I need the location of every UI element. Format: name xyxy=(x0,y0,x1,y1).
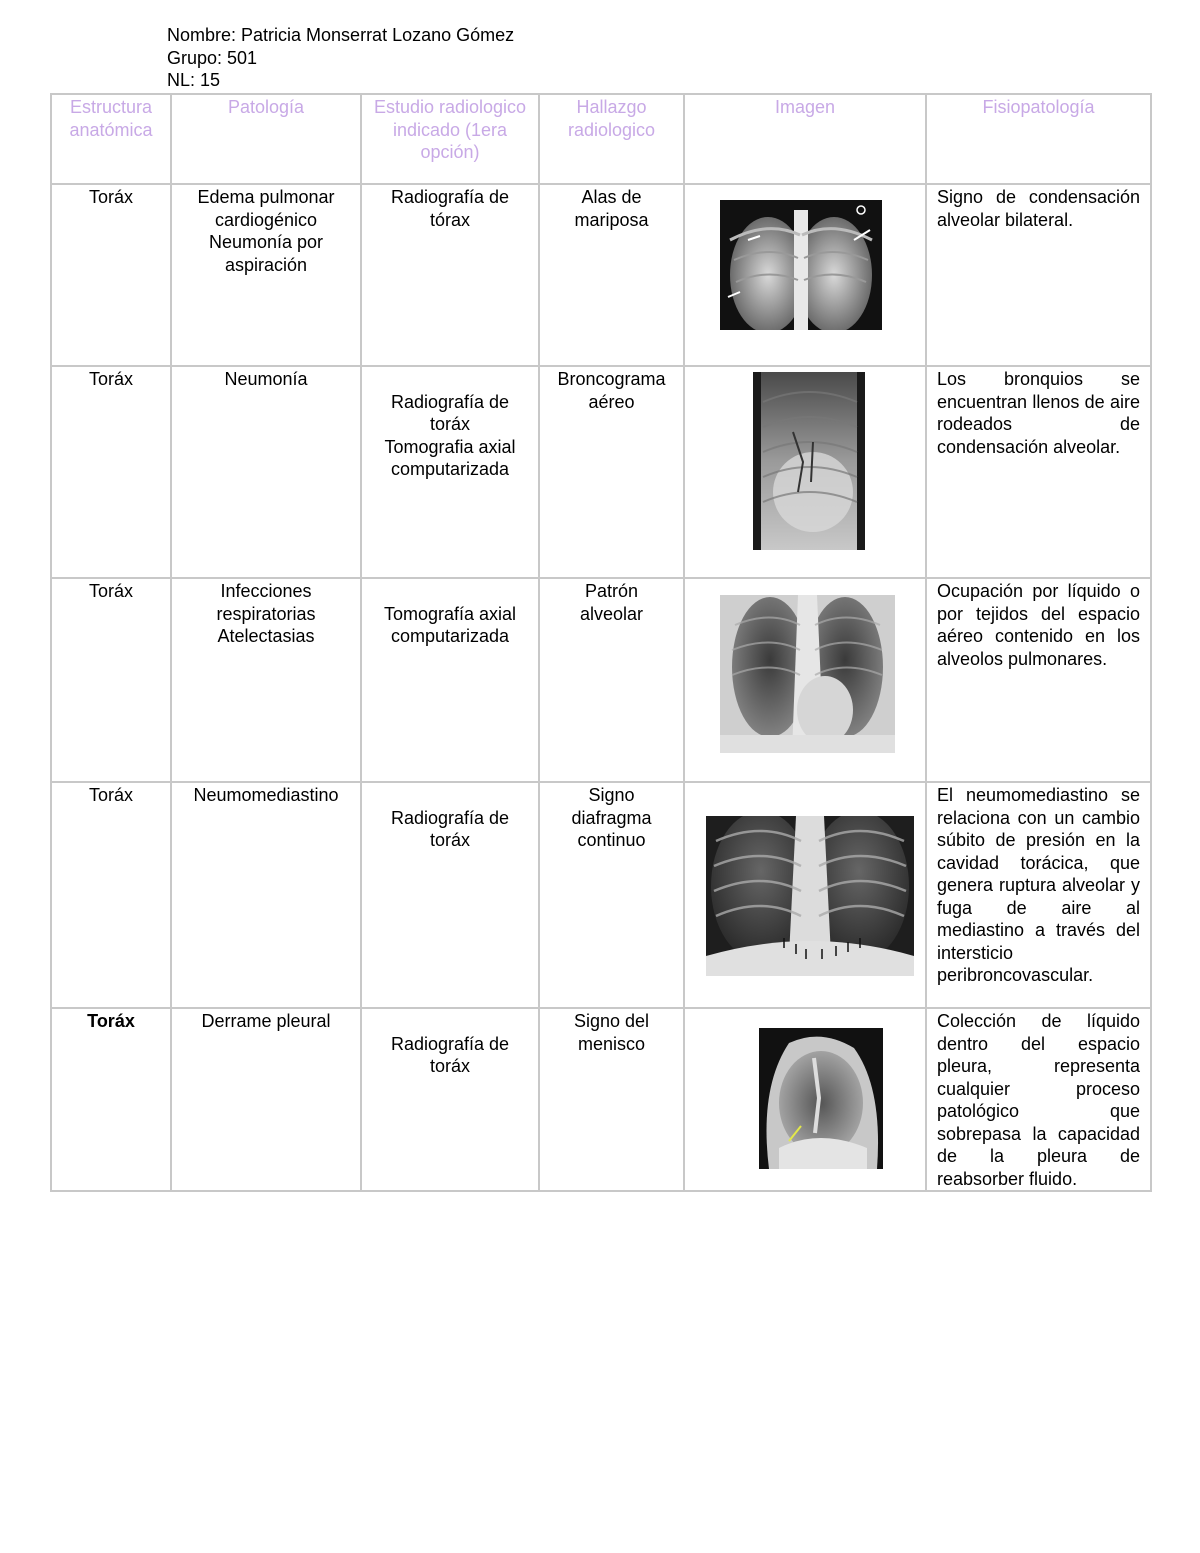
header-imagen: Imagen xyxy=(684,94,926,184)
cell-hallazgo xyxy=(539,184,684,366)
hallazgo-line: mariposa xyxy=(574,209,649,230)
estudio-line: tórax xyxy=(429,209,471,230)
cell-hallazgo xyxy=(539,1008,684,1191)
header-estructura: Estructura anatómica xyxy=(51,94,171,184)
estudio-line: Radiografía de xyxy=(390,187,510,207)
patologia-line: aspiración xyxy=(224,254,308,275)
cell-imagen xyxy=(684,1008,926,1191)
hallazgo-line: Signo del xyxy=(573,1011,650,1031)
cell-patologia xyxy=(171,1008,361,1191)
chest-xray-lateral-icon xyxy=(759,1028,883,1169)
estudio-line: Tomografía axial xyxy=(383,603,517,624)
cell-hallazgo xyxy=(539,782,684,1008)
table-row xyxy=(51,184,1151,366)
chest-xray-butterfly-icon xyxy=(720,200,882,330)
estudio-line: computarizada xyxy=(390,626,510,646)
cell-estructura: Toráx xyxy=(51,184,171,366)
radiology-table xyxy=(50,93,1152,1192)
cell-patologia xyxy=(171,578,361,782)
cell-estructura: Toráx xyxy=(51,782,171,1008)
patologia-line: Derrame pleural xyxy=(201,1011,331,1031)
cell-imagen xyxy=(684,184,926,366)
cell-imagen xyxy=(684,578,926,782)
hallazgo-line: menisco xyxy=(577,1033,646,1054)
patologia-line: Infecciones xyxy=(220,581,312,601)
hallazgo-line: alveolar xyxy=(579,603,644,624)
cell-patologia xyxy=(171,366,361,578)
cell-fisiopatologia: Colección de líquido dentro del espacio pleura, representa cualquier proceso patológico que sobrepasa la capacidad de la pleura de reabsorber fluido. xyxy=(926,1008,1151,1191)
cell-fisiopatologia: Los bronquios se encuentran llenos de aire rodeados de condensación alveolar. xyxy=(926,366,1151,578)
cell-imagen xyxy=(684,782,926,1008)
cell-estudio xyxy=(361,366,539,578)
chest-xray-pneumomediastinum-icon xyxy=(706,816,914,976)
cell-imagen xyxy=(684,366,926,578)
patologia-line: Edema pulmonar xyxy=(197,187,335,207)
header-fisiopatologia: Fisiopatología xyxy=(926,94,1151,184)
cell-patologia xyxy=(171,782,361,1008)
cell-estudio xyxy=(361,1008,539,1191)
hallazgo-line: diafragma xyxy=(571,807,652,828)
cell-hallazgo xyxy=(539,366,684,578)
hallazgo-line: aéreo xyxy=(588,391,635,412)
hallazgo-line: Broncograma xyxy=(557,369,666,389)
cell-estructura: Toráx xyxy=(51,578,171,782)
table-header-row xyxy=(51,94,1151,184)
hallazgo-line: Signo xyxy=(588,785,635,805)
cell-estructura: Toráx xyxy=(51,366,171,578)
estudio-line: computarizada xyxy=(390,459,510,479)
patologia-line: respiratorias xyxy=(216,603,316,624)
student-number: NL: 15 xyxy=(167,70,221,90)
hallazgo-line: continuo xyxy=(577,830,646,850)
cell-fisiopatologia: El neumomediastino se relaciona con un cambio súbito de presión en la cavidad torácica, que genera ruptura alveolar y fuga de aire al mediastino a través del intersticio peribroncovascular. xyxy=(926,782,1151,1008)
header-hallazgo: Hallazgo radiologico xyxy=(539,94,684,184)
cell-estudio xyxy=(361,184,539,366)
patologia-line: cardiogénico xyxy=(214,209,318,230)
estudio-line: toráx xyxy=(429,414,471,434)
chest-xray-bronchogram-icon xyxy=(753,372,865,550)
estudio-line: Radiografía de xyxy=(390,807,510,828)
estudio-line: toráx xyxy=(429,830,471,850)
hallazgo-line: Alas de xyxy=(581,187,642,207)
header-estudio: Estudio radiologico indicado (1era opción) xyxy=(361,94,539,184)
cell-patologia xyxy=(171,184,361,366)
estudio-line: toráx xyxy=(429,1056,471,1076)
hallazgo-line: Patrón xyxy=(584,581,639,601)
student-group: Grupo: 501 xyxy=(167,47,258,68)
patologia-line: Neumonía xyxy=(224,369,308,389)
table-row xyxy=(51,782,1151,1008)
patologia-line: Neumonía por xyxy=(208,232,324,252)
cell-estudio xyxy=(361,782,539,1008)
header-patologia: Patología xyxy=(171,94,361,184)
table-row xyxy=(51,366,1151,578)
cell-hallazgo xyxy=(539,578,684,782)
student-name: Nombre: Patricia Monserrat Lozano Gómez xyxy=(167,25,515,45)
cell-fisiopatologia: Ocupación por líquido o por tejidos del espacio aéreo contenido en los alveolos pulmonares. xyxy=(926,578,1151,782)
cell-estudio xyxy=(361,578,539,782)
estudio-line: Radiografía de xyxy=(390,391,510,412)
cell-estructura: Toráx xyxy=(51,1008,171,1191)
student-header xyxy=(167,24,514,92)
table-row xyxy=(51,578,1151,782)
patologia-line: Atelectasias xyxy=(217,626,315,646)
table-row xyxy=(51,1008,1151,1191)
estudio-line: Tomografia axial xyxy=(384,436,516,457)
chest-xray-alveolar-icon xyxy=(720,595,895,753)
cell-fisiopatologia: Signo de condensación alveolar bilateral. xyxy=(926,184,1151,366)
patologia-line: Neumomediastino xyxy=(193,785,339,805)
estudio-line: Radiografía de xyxy=(390,1033,510,1054)
